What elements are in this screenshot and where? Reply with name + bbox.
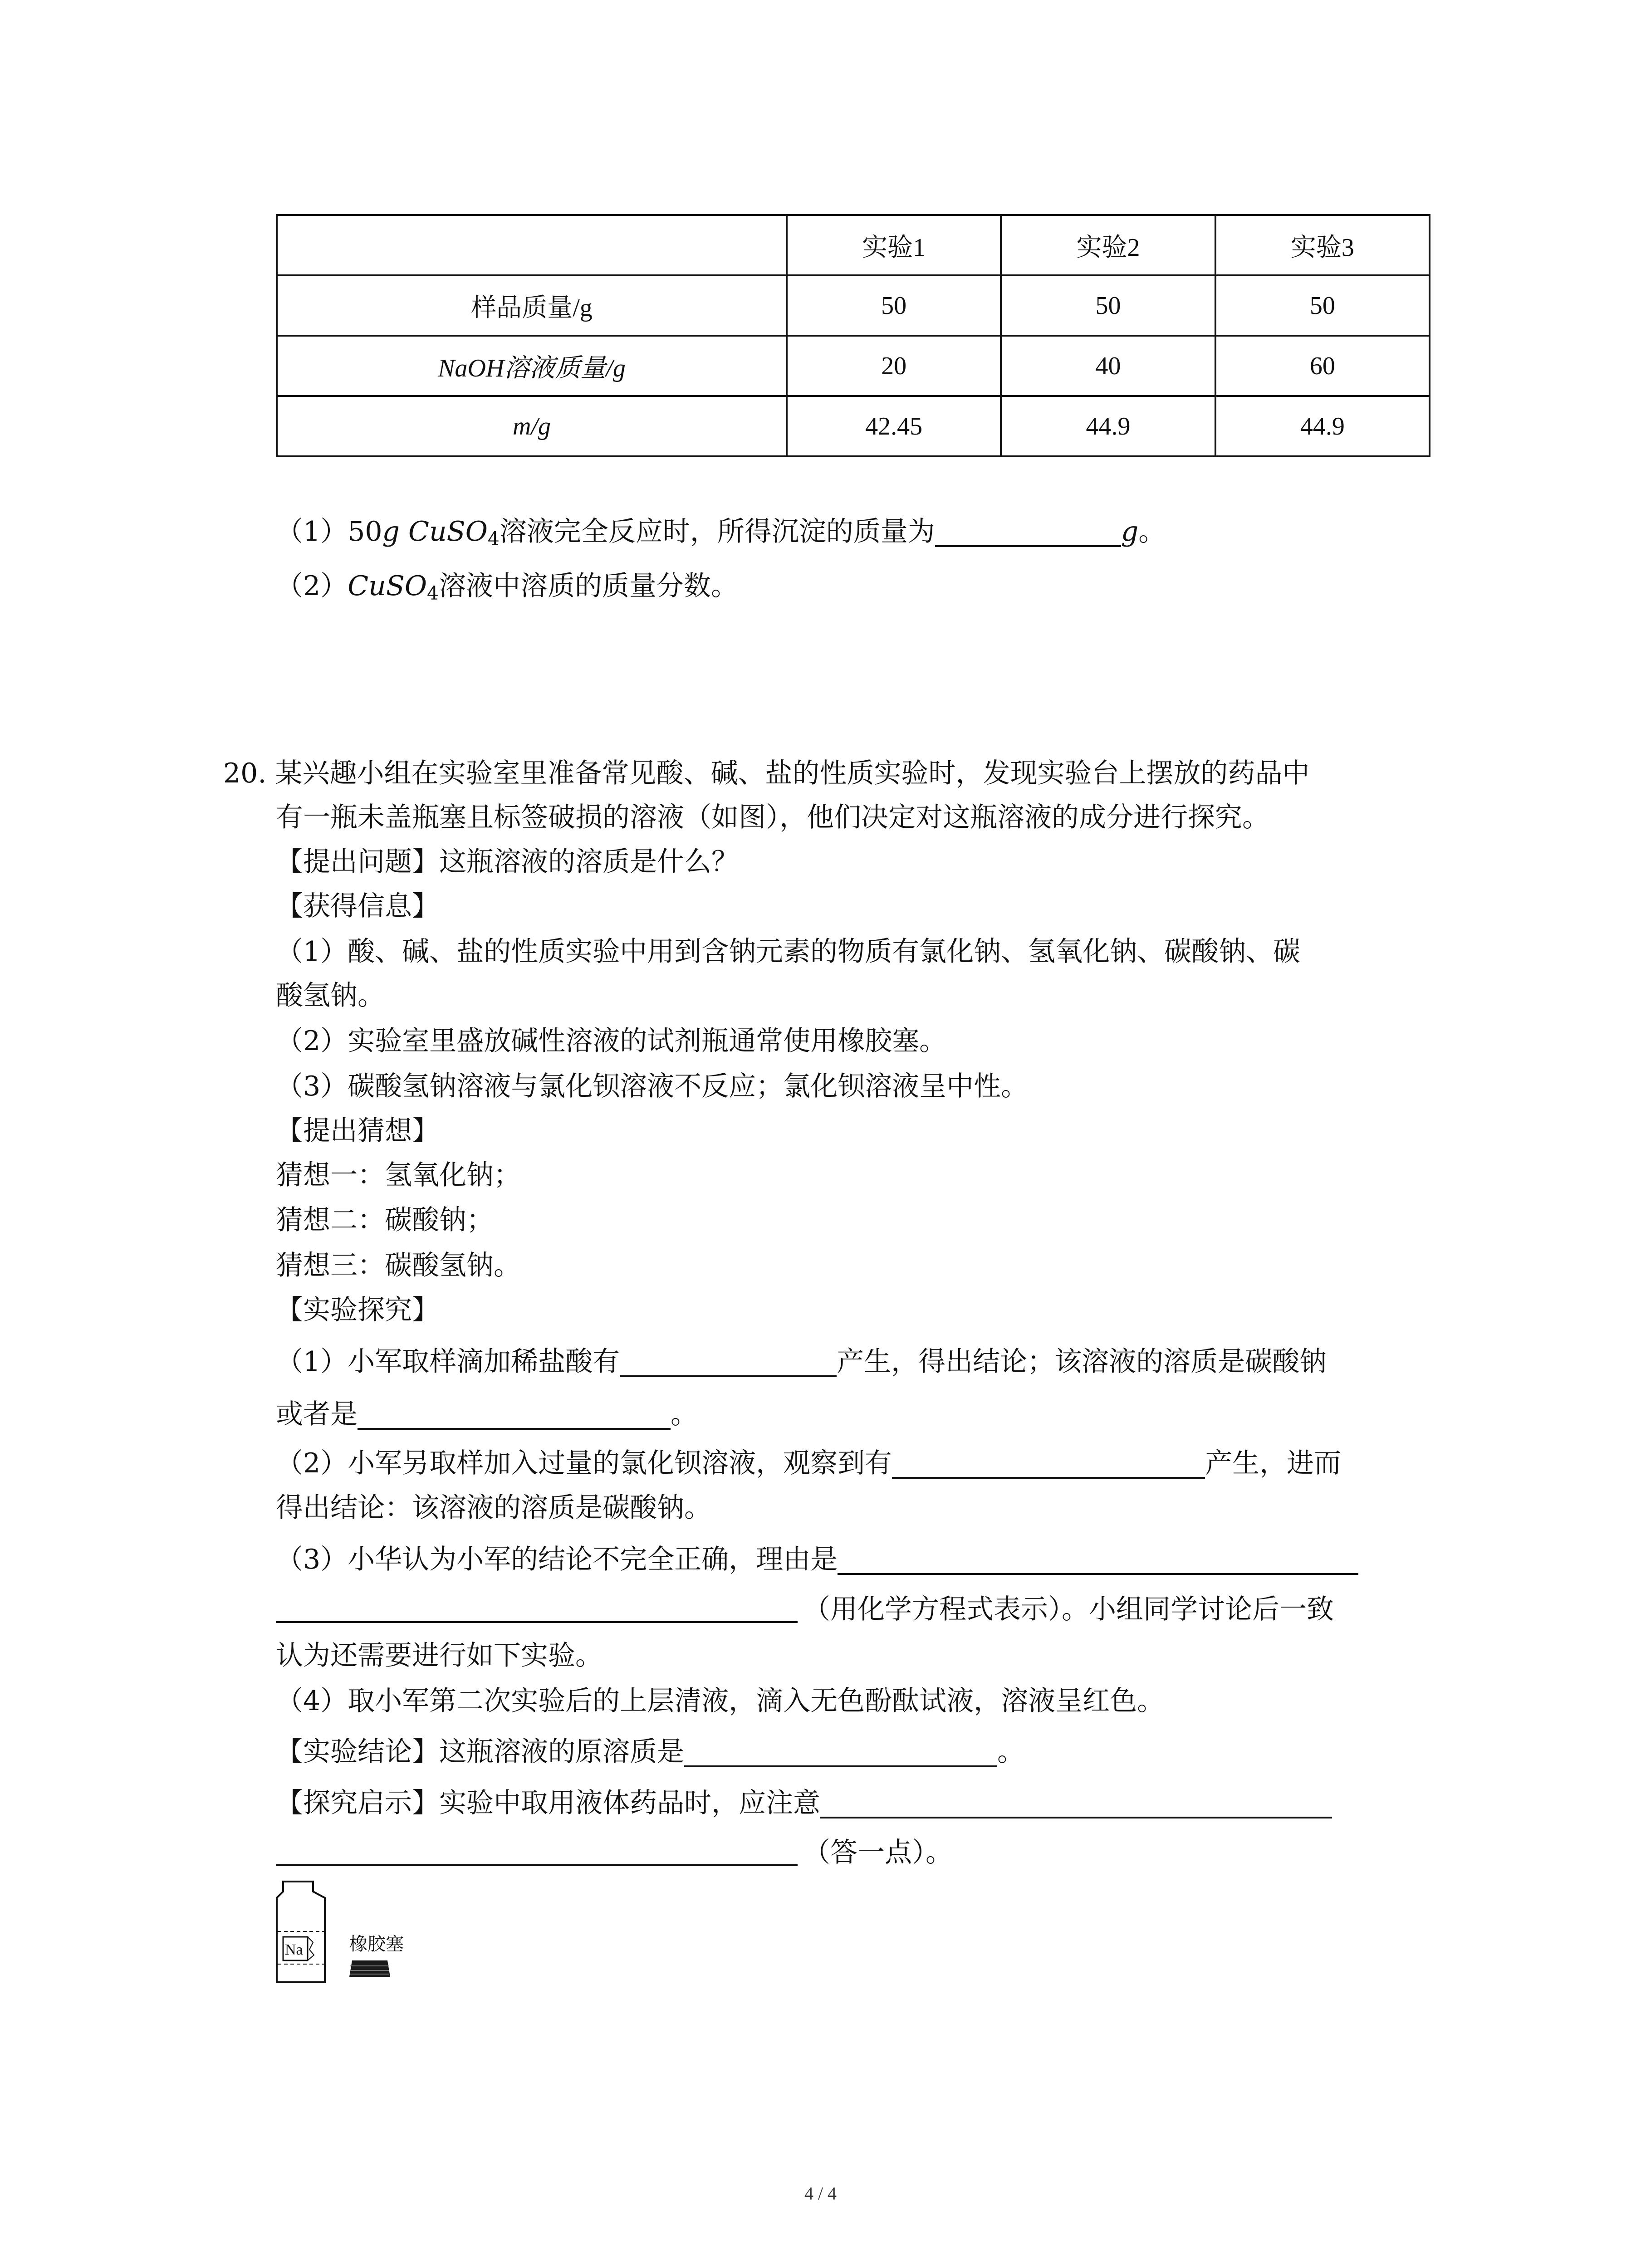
question-text: 产生，进而 (1205, 1447, 1342, 1479)
q20-insight-line1 (276, 1785, 1332, 1821)
question-text: 溶液中溶质的质量分数。 (439, 570, 738, 602)
question-text: 或者是 (276, 1398, 358, 1430)
question-number: 20. (223, 758, 267, 789)
table-cell: 40 (1001, 336, 1215, 396)
question-text: （2）小军另取样加入过量的氯化钡溶液，观察到有 (276, 1447, 892, 1479)
answer-blank-line[interactable] (276, 1864, 798, 1866)
table-cell: 20 (787, 336, 1001, 396)
q20-exp2-line1 (276, 1445, 1341, 1481)
mass-value: 50 (348, 516, 382, 547)
unit: g (1121, 516, 1139, 547)
row-label (277, 336, 787, 396)
q20-exp1-line2 (276, 1396, 698, 1432)
row-label-text: m/g (513, 412, 551, 440)
question-text: 产生，得出结论；该溶液的溶质是碳酸钠 (837, 1346, 1327, 1378)
q20-exp1-line1 (276, 1344, 1327, 1380)
q20-guess3: 猜想三：碳酸氢钠。 (276, 1250, 521, 1281)
results-table (276, 214, 1430, 457)
q20-exp4: （4）取小军第二次实验后的上层清液，滴入无色酚酞试液，溶液呈红色。 (276, 1685, 1165, 1717)
table-row (277, 336, 1430, 396)
formula: CuSO (348, 570, 427, 602)
q19-part2 (276, 568, 738, 611)
q20-guess1: 猜想一：氢氧化钠； (276, 1159, 521, 1191)
q20-intro-line2: 有一瓶未盖瓶塞且标签破损的溶液（如图），他们决定对这瓶溶液的成分进行探究。 (276, 802, 1269, 833)
answer-blank[interactable] (684, 1735, 997, 1767)
unit: g (382, 516, 400, 547)
punct: 。 (1138, 516, 1166, 547)
q20-guess-heading: 【提出猜想】 (276, 1115, 439, 1147)
q20-intro-line1 (223, 755, 1310, 792)
table-cell: 50 (1215, 275, 1430, 336)
table-row (277, 275, 1430, 336)
rubber-stopper-icon (349, 1960, 390, 1977)
row-label-text: NaOH溶液质量/g (438, 354, 626, 382)
answer-blank[interactable] (838, 1543, 1358, 1575)
table-cell: 44.9 (1215, 396, 1430, 456)
q20-exp3-line2: （用化学方程式表示）。小组同学讨论后一致 (803, 1593, 1334, 1625)
q20-info1-line2: 酸氢钠。 (276, 980, 385, 1012)
question-text: （1）小军取样滴加稀盐酸有 (276, 1346, 620, 1378)
q20-experiment-heading: 【实验探究】 (276, 1294, 439, 1326)
q20-exp3-line3: 认为还需要进行如下实验。 (276, 1640, 603, 1672)
table-cell: 50 (787, 275, 1001, 336)
formula-subscript: 4 (427, 582, 439, 605)
table-header-cell: 实验1 (787, 215, 1001, 275)
question-text: 【实验结论】这瓶溶液的原溶质是 (276, 1736, 684, 1768)
punct: 。 (997, 1736, 1024, 1768)
formula-subscript: 4 (487, 528, 500, 550)
question-text: 【探究启示】实验中取用液体药品时，应注意 (276, 1787, 820, 1819)
q20-guess2: 猜想二：碳酸钠； (276, 1204, 494, 1236)
row-label (277, 396, 787, 456)
table-cell: 42.45 (787, 396, 1001, 456)
table-header-cell: 实验2 (1001, 215, 1215, 275)
table-cell: 44.9 (1001, 396, 1215, 456)
q20-insight-line2: （答一点）。 (803, 1837, 953, 1868)
table-header-row (277, 215, 1430, 275)
q20-info3: （3）碳酸氢钠溶液与氯化钡溶液不反应；氯化钡溶液呈中性。 (276, 1070, 1029, 1102)
punct: 。 (671, 1398, 698, 1430)
stopper-caption: 橡胶塞 (349, 1934, 404, 1955)
q20-question: 【提出问题】这瓶溶液的溶质是什么？ (276, 846, 739, 878)
question-text: 溶液完全反应时，所得沉淀的质量为 (499, 516, 935, 547)
row-label (277, 275, 787, 336)
table-cell: 60 (1215, 336, 1430, 396)
answer-blank[interactable] (892, 1447, 1205, 1479)
table-header-empty (277, 215, 787, 275)
question-text: （3）小华认为小军的结论不完全正确，理由是 (276, 1544, 838, 1575)
answer-blank[interactable] (935, 515, 1121, 547)
page-number: 4 / 4 (804, 2183, 837, 2204)
q20-exp2-line2: 得出结论：该溶液的溶质是碳酸钠。 (276, 1492, 711, 1524)
answer-blank[interactable] (358, 1398, 671, 1430)
answer-blank[interactable] (820, 1787, 1332, 1818)
q20-info-heading: 【获得信息】 (276, 890, 439, 922)
table-row (277, 396, 1430, 456)
formula: CuSO (408, 516, 488, 547)
part-number: （1） (276, 516, 348, 547)
bottle-figure (275, 1878, 420, 1991)
bottle-label-text: Na (285, 1941, 303, 1958)
q20-info2: （2）实验室里盛放碱性溶液的试剂瓶通常使用橡胶塞。 (276, 1025, 947, 1057)
intro-text: 某兴趣小组在实验室里准备常见酸、碱、盐的性质实验时，发现实验台上摆放的药品中 (275, 758, 1310, 789)
table-cell: 50 (1001, 275, 1215, 336)
part-number: （2） (276, 570, 348, 602)
q20-info1-line1: （1）酸、碱、盐的性质实验中用到含钠元素的物质有氯化钠、氢氧化钠、碳酸钠、碳 (276, 936, 1301, 968)
answer-blank-line[interactable] (276, 1621, 798, 1623)
q20-exp3-line1 (276, 1541, 1358, 1578)
table-header-cell: 实验3 (1215, 215, 1430, 275)
answer-blank[interactable] (620, 1345, 837, 1377)
row-label-text: 样品质量/g (471, 293, 593, 322)
q20-conclusion (276, 1734, 1024, 1770)
q19-part1 (276, 513, 1166, 557)
